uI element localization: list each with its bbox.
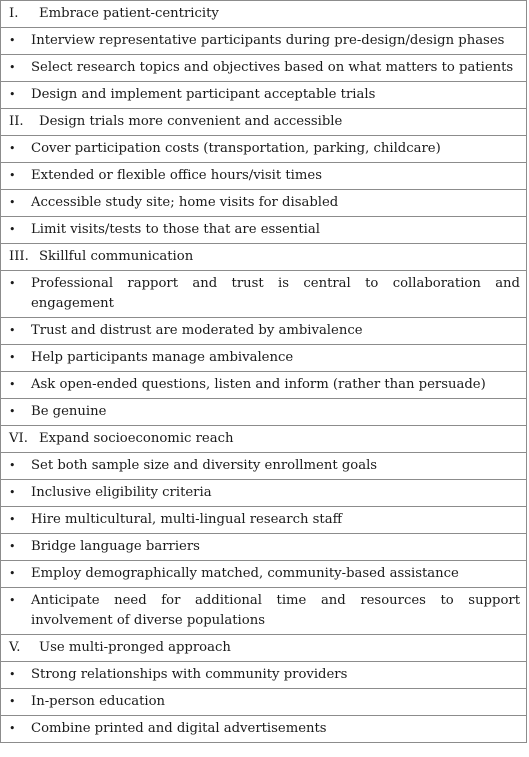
list-item-cell	[1, 55, 527, 82]
list-item-text: Anticipate need for additional time and resources to support involvement of diverse populations	[31, 593, 520, 628]
list-item-text: Set both sample size and diversity enrollment goals	[31, 458, 378, 473]
list-item	[1, 271, 526, 317]
list-item-row	[1, 318, 527, 345]
list-item-text: Extended or flexible office hours/visit times	[31, 168, 322, 183]
list-item-text: Be genuine	[31, 404, 107, 419]
section-header-cell	[1, 426, 527, 453]
table-body	[1, 1, 527, 743]
list-item	[1, 190, 526, 216]
list-item-cell	[1, 453, 527, 480]
list-item-row	[1, 716, 527, 743]
list-item-cell	[1, 588, 527, 635]
list-item-row	[1, 480, 527, 507]
list-item-cell	[1, 271, 527, 318]
list-item-cell	[1, 716, 527, 743]
list-item-row	[1, 271, 527, 318]
list-item-text: Strong relationships with community providers	[31, 667, 348, 682]
list-item-text: Inclusive eligibility criteria	[31, 485, 212, 500]
list-item-row	[1, 136, 527, 163]
list-item-row	[1, 190, 527, 217]
section-title: Embrace patient-centricity	[39, 6, 219, 21]
bullet-icon: •	[9, 142, 16, 155]
list-item-text: Accessible study site; home visits for disabled	[31, 195, 339, 210]
list-item-cell	[1, 217, 527, 244]
list-item-row	[1, 372, 527, 399]
list-item-text: Cover participation costs (transportation, parking, childcare)	[31, 141, 441, 156]
list-item-text: Ask open-ended questions, listen and inform (rather than persuade)	[31, 377, 486, 392]
list-item	[1, 217, 526, 243]
bullet-icon: •	[9, 223, 16, 236]
section-header	[1, 1, 526, 27]
list-item	[1, 716, 526, 742]
list-item-row	[1, 588, 527, 635]
list-item	[1, 588, 526, 634]
list-item-text: Bridge language barriers	[31, 539, 200, 554]
list-item-row	[1, 217, 527, 244]
list-item-cell	[1, 318, 527, 345]
section-header	[1, 244, 526, 270]
list-item	[1, 662, 526, 688]
bullet-icon: •	[9, 378, 16, 391]
bullet-icon: •	[9, 88, 16, 101]
list-item	[1, 507, 526, 533]
list-item-row	[1, 534, 527, 561]
list-item-text: Employ demographically matched, community-based assistance	[31, 566, 459, 581]
list-item-cell	[1, 28, 527, 55]
section-numeral: I.	[9, 6, 19, 21]
section-title: Use multi-pronged approach	[39, 640, 231, 655]
bullet-icon: •	[9, 405, 16, 418]
section-header-row	[1, 1, 527, 28]
bullet-icon: •	[9, 324, 16, 337]
list-item-row	[1, 82, 527, 109]
section-header-cell	[1, 244, 527, 271]
list-item-cell	[1, 163, 527, 190]
section-numeral: II.	[9, 114, 24, 129]
list-item-cell	[1, 372, 527, 399]
list-item	[1, 399, 526, 425]
list-item-text: Combine printed and digital advertisements	[31, 721, 327, 736]
list-item	[1, 689, 526, 715]
bullet-icon: •	[9, 695, 16, 708]
section-header-cell	[1, 109, 527, 136]
list-item-cell	[1, 689, 527, 716]
list-item	[1, 82, 526, 108]
list-item-row	[1, 453, 527, 480]
section-numeral: V.	[9, 640, 21, 655]
bullet-icon: •	[9, 722, 16, 735]
bullet-icon: •	[9, 668, 16, 681]
bullet-icon: •	[9, 567, 16, 580]
list-item-text: Trust and distrust are moderated by ambivalence	[31, 323, 363, 338]
list-item-row	[1, 163, 527, 190]
list-item-cell	[1, 534, 527, 561]
bullet-icon: •	[9, 459, 16, 472]
list-item	[1, 163, 526, 189]
list-item	[1, 55, 526, 81]
list-item-row	[1, 561, 527, 588]
section-header-row	[1, 426, 527, 453]
section-numeral: III.	[9, 249, 29, 264]
bullet-icon: •	[9, 513, 16, 526]
list-item-text: Hire multicultural, multi-lingual research staff	[31, 512, 342, 527]
list-item	[1, 372, 526, 398]
bullet-icon: •	[9, 196, 16, 209]
list-item	[1, 480, 526, 506]
list-item-text: Select research topics and objectives based on what matters to patients	[31, 60, 514, 75]
section-title: Skillful communication	[39, 249, 194, 264]
bullet-icon: •	[9, 594, 16, 607]
list-item-cell	[1, 190, 527, 217]
list-item-cell	[1, 507, 527, 534]
list-item	[1, 28, 526, 54]
bullet-icon: •	[9, 61, 16, 74]
list-item-text: Professional rapport and trust is central to collaboration and engagement	[31, 276, 520, 311]
list-item	[1, 318, 526, 344]
section-header	[1, 426, 526, 452]
bullet-icon: •	[9, 169, 16, 182]
section-header-row	[1, 635, 527, 662]
bullet-icon: •	[9, 486, 16, 499]
section-title: Expand socioeconomic reach	[39, 431, 234, 446]
section-header-row	[1, 244, 527, 271]
list-item-row	[1, 399, 527, 426]
list-item	[1, 136, 526, 162]
bullet-icon: •	[9, 540, 16, 553]
list-item	[1, 534, 526, 560]
list-item-row	[1, 55, 527, 82]
list-item-row	[1, 662, 527, 689]
list-item-cell	[1, 561, 527, 588]
list-item-cell	[1, 662, 527, 689]
bullet-icon: •	[9, 34, 16, 47]
list-item	[1, 345, 526, 371]
section-header-cell	[1, 635, 527, 662]
bullet-icon: •	[9, 277, 16, 290]
list-item-text: In-person education	[31, 694, 166, 709]
section-header	[1, 635, 526, 661]
list-item	[1, 453, 526, 479]
list-item-row	[1, 507, 527, 534]
list-item-text: Limit visits/tests to those that are essential	[31, 222, 320, 237]
list-item-cell	[1, 82, 527, 109]
list-item-text: Help participants manage ambivalence	[31, 350, 294, 365]
list-item-row	[1, 28, 527, 55]
list-item	[1, 561, 526, 587]
list-item-row	[1, 345, 527, 372]
bullet-icon: •	[9, 351, 16, 364]
list-item-cell	[1, 399, 527, 426]
list-item-row	[1, 689, 527, 716]
list-item-cell	[1, 136, 527, 163]
list-item-cell	[1, 345, 527, 372]
section-title: Design trials more convenient and accessible	[39, 114, 343, 129]
section-numeral: VI.	[9, 431, 28, 446]
section-header	[1, 109, 526, 135]
list-item-cell	[1, 480, 527, 507]
list-item-text: Design and implement participant acceptable trials	[31, 87, 376, 102]
section-header-row	[1, 109, 527, 136]
section-header-cell	[1, 1, 527, 28]
list-item-text: Interview representative participants during pre-design/design phases	[31, 33, 505, 48]
